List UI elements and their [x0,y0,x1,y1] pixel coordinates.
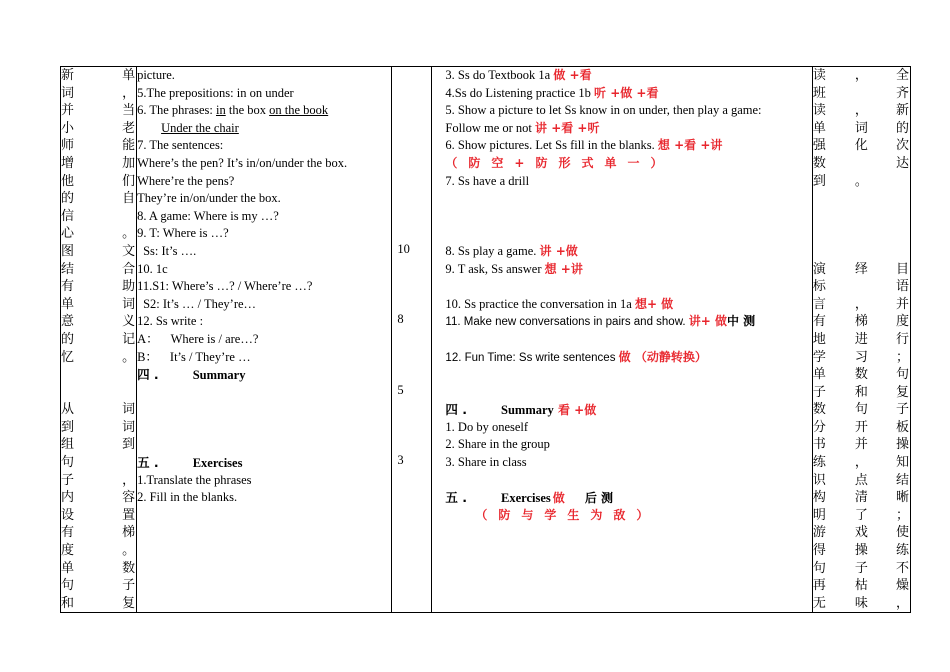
text-char: 子 [61,472,75,488]
text-char: 语 [895,279,909,295]
text-char [854,208,868,226]
text-char: 并 [895,296,909,312]
text-line [813,137,910,155]
summary-heading: 四 . Summary 看 +做 [445,402,597,418]
text-line [61,349,136,367]
text-line [61,313,136,331]
text-char: 并 [854,437,868,453]
activity-line: 12. Fun Time: Ss write sentences 做 （动静转换） [445,349,707,364]
text-char: 的 [61,331,75,347]
design-intent-column [61,67,137,613]
text-char: 读 [812,103,826,119]
text-char: 明 [812,507,826,523]
text-char: 练 [812,455,826,471]
text-char: 词 [854,120,868,136]
text-line [61,419,136,437]
text-char: 不 [895,560,909,576]
text-line [813,67,910,85]
activity-line: 2. Share in the group [445,437,550,452]
text-char: 忆 [61,349,75,365]
text-char: 使 [895,525,909,541]
text-char: 度 [895,314,909,330]
exercises-heading: 五 . Exercises 做 后 测 [445,490,613,506]
text-char: ， [854,103,868,119]
text-char: 进 [854,331,868,347]
text-char: 和 [61,595,75,611]
time-value: 10 [397,242,410,256]
text-char: 子 [812,384,826,400]
activity-column [432,67,812,613]
text-char: ； [895,349,909,365]
text-char: 设 [61,507,75,523]
text-char: 板 [895,419,909,435]
activity-note: （防与学生为敌） [475,507,660,522]
text-char: 们 [122,173,136,189]
text-line [813,120,910,138]
text-line [61,542,136,560]
text-char [122,208,136,226]
text-char: 的 [895,120,909,136]
text-char: 数 [122,560,136,576]
text-char: 复 [895,384,909,400]
blackboard-content-column [137,67,392,613]
text-char: 无 [812,595,826,611]
text-char: 词 [61,85,75,101]
text-char: ， [854,68,868,83]
text-line [813,225,910,243]
text-char: 晰 [895,490,909,506]
text-char: 清 [854,490,868,506]
text-line [813,401,910,419]
text-line [813,85,910,103]
text-line [813,155,910,173]
text-char: 单 [61,560,75,576]
text-char [813,190,827,208]
text-line [813,243,910,261]
text-char: 有 [812,314,826,330]
text-char: 的 [61,191,75,207]
text-char: 言 [812,296,826,312]
text-char: 到 [61,419,75,435]
text-char: 句 [61,455,75,471]
text-char: 助 [122,279,136,295]
text-line [61,278,136,296]
text-char: 习 [854,349,868,365]
text-char: 操 [854,543,868,559]
text-line [813,366,910,384]
text-char: 词 [122,402,136,418]
text-char [813,208,827,226]
text-char: 单 [812,120,826,136]
activity-line: 3. Share in class [445,455,527,470]
text-char [813,243,827,261]
text-line [61,595,136,613]
text-char [813,225,827,243]
activity-line: 11. Make new conversations in pairs and show. 讲+ 做中 测 [445,314,756,329]
text-char: 全 [895,68,909,83]
text-char [122,366,136,384]
text-char: 结 [61,261,75,277]
content-line: 6. The phrases: in the box on the book [137,103,329,118]
text-char [896,173,910,191]
design-notes-lines [813,67,910,612]
text-line [61,208,136,226]
text-char: 地 [812,331,826,347]
text-char: 到 [812,173,826,189]
text-char [896,190,910,208]
text-char [896,243,910,261]
text-char: 义 [122,314,136,330]
text-char: 次 [895,138,909,154]
content-line: Where’s the pen? It’s in/on/under the box. [137,155,348,170]
text-char: ， [854,296,868,312]
activity-line: 3. Ss do Textbook 1a 做 +看 [445,68,592,82]
text-char: 能 [122,138,136,154]
text-line [813,208,910,226]
content-line: Ss: It’s …. [143,243,197,258]
text-char [854,190,868,208]
text-line [61,261,136,279]
text-line [813,560,910,578]
text-line [61,507,136,525]
text-char: 句 [854,402,868,418]
activity-line: 6. Show pictures. Let Ss fill in the blanks. 想 +看 +讲 [445,138,723,153]
text-line [813,436,910,454]
text-line [61,524,136,542]
text-line [813,190,910,208]
text-line [61,401,136,419]
text-char [854,243,868,261]
text-char: 书 [812,437,826,453]
content-line: 12. Ss write : [137,314,204,329]
text-char: 味 [854,595,868,611]
text-line [813,595,910,613]
text-line [813,419,910,437]
text-char: 置 [122,507,136,523]
text-char [854,278,868,296]
design-notes-column [812,67,910,613]
exercises-heading: 五 . Exercises [137,455,243,471]
text-char: 梯 [122,525,136,541]
text-line [813,349,910,367]
text-char [122,454,136,472]
text-line [61,366,136,384]
text-char: 。 [122,543,136,559]
text-char: 有 [61,525,75,541]
content-line: 11.S1: Where’s …? / Where’re …? [137,279,313,294]
text-char: 学 [812,349,826,365]
text-line [61,577,136,595]
text-char: 枯 [854,578,868,594]
content-line: B： It’s / They’re … [137,349,251,364]
text-line [813,472,910,490]
text-char: 绎 [854,261,868,277]
text-line [61,190,136,208]
design-intent-lines [61,67,136,612]
time-column [392,67,432,613]
text-char: 度 [61,543,75,559]
text-char: 化 [854,138,868,154]
text-char: 他 [61,173,75,189]
text-char: 并 [61,103,75,119]
text-char: 数 [812,155,826,171]
text-char: 目 [895,261,909,277]
content-line: A： Where is / are…? [137,331,259,346]
text-char: 标 [812,279,826,295]
text-char [61,366,75,384]
text-char: 记 [122,331,136,347]
content-line: 5.The prepositions: in on under [137,85,294,100]
text-line [61,137,136,155]
text-line [813,454,910,472]
text-line [813,173,910,191]
text-line [813,278,910,296]
text-line [61,384,136,402]
text-char: 演 [812,261,826,277]
text-char: 读 [812,68,826,83]
text-line [61,489,136,507]
text-char: 自 [122,191,136,207]
text-line [813,542,910,560]
text-char: 燥 [895,578,909,594]
text-line [813,489,910,507]
text-line [813,331,910,349]
text-char: ， [122,472,136,488]
text-char: 构 [812,490,826,506]
content-line: 8. A game: Where is my …? [137,208,279,223]
text-char: 当 [122,103,136,119]
text-char: 单 [812,367,826,383]
text-line [61,436,136,454]
text-char: 合 [122,261,136,277]
text-char: ； [895,507,909,523]
time-value: 5 [397,383,404,397]
text-char [896,225,910,243]
content-line: 1.Translate the phrases [137,472,252,487]
activity-line: 9. T ask, Ss answer 想 +讲 [445,261,583,276]
text-line [61,331,136,349]
text-char: 游 [812,525,826,541]
text-line [813,524,910,542]
text-char: 增 [61,155,75,171]
text-line [813,261,910,279]
text-line [61,225,136,243]
text-line [61,173,136,191]
text-line [61,243,136,261]
content-line: Where’re the pens? [137,173,235,188]
activity-line: 1. Do by oneself [445,419,529,434]
text-char: ， [895,595,909,611]
text-char: 师 [61,138,75,154]
text-char: 子 [854,560,868,576]
content-line: Under the chair [161,120,239,135]
text-char: 结 [895,472,909,488]
text-char: 子 [122,578,136,594]
text-char: 分 [812,419,826,435]
text-char: 词 [122,419,136,435]
text-char: 单 [122,68,136,83]
text-line [813,577,910,595]
text-line [61,560,136,578]
text-line [61,67,136,85]
text-char: 强 [812,138,826,154]
activity-line: Follow me or not 讲 +看 +听 [445,120,600,135]
text-line [813,384,910,402]
activity-line: 5. Show a picture to let Ss know in on under, then play a game: [445,103,762,118]
text-line [61,454,136,472]
text-char: 图 [61,243,75,259]
activity-line: 10. Ss practice the conversation in 1a 想+ 做 [445,296,674,311]
text-char: 内 [61,490,75,506]
text-char: 句 [61,578,75,594]
text-char: 老 [122,120,136,136]
text-line [61,102,136,120]
text-char [854,85,868,103]
text-char: 得 [812,543,826,559]
text-line [813,507,910,525]
text-char: 。 [122,349,136,365]
activity-line: 4.Ss do Listening practice 1b 听 +做 +看 [445,85,659,100]
text-char: 开 [854,419,868,435]
text-char: 戏 [854,525,868,541]
text-line [61,472,136,490]
text-char: 句 [895,367,909,383]
text-char [854,155,868,173]
text-char: 复 [122,595,136,611]
text-char: 知 [895,455,909,471]
content-line [137,261,391,279]
text-char: 心 [61,226,75,242]
content-line: 9. T: Where is …? [137,226,229,241]
text-char: 达 [895,155,909,171]
text-char: 数 [812,402,826,418]
content-line: They’re in/on/under the box. [137,191,281,206]
time-value: 8 [397,312,404,326]
content-line: S2: It’s … / They’re… [143,296,257,311]
summary-heading: 四 . Summary [137,367,246,383]
text-line [61,120,136,138]
text-char [854,225,868,243]
text-char: ， [122,85,136,101]
text-char: 从 [61,402,75,418]
text-char: 新 [895,103,909,119]
text-char: 意 [61,314,75,330]
text-line [813,102,910,120]
text-char: 组 [61,437,75,453]
activity-note: （防空+防形式单一） [445,155,674,170]
lesson-plan-table [60,66,911,613]
content-line: 2. Fill in the blanks. [137,490,238,505]
text-char: 单 [61,296,75,312]
text-line [61,296,136,314]
text-char: 点 [854,472,868,488]
text-char: 练 [895,543,909,559]
text-char [61,384,75,402]
text-char: 了 [854,507,868,523]
text-char [122,384,136,402]
text-char: 数 [854,367,868,383]
text-char: 行 [895,331,909,347]
text-char: 新 [61,68,75,83]
text-char: 文 [122,243,136,259]
text-char: 容 [122,490,136,506]
time-value: 3 [397,453,404,467]
text-char: 句 [812,560,826,576]
content-line: 7. The sentences: [137,138,224,153]
text-char: 齐 [895,85,909,101]
text-char: 词 [122,296,136,312]
text-char: 梯 [854,314,868,330]
activity-line: 8. Ss play a game. 讲 +做 [445,243,578,258]
text-char [896,208,910,226]
text-char: 有 [61,279,75,295]
text-line [813,313,910,331]
activity-line: 7. Ss have a drill [445,173,530,188]
text-char: 识 [812,472,826,488]
text-char: 信 [61,208,75,224]
text-char: 操 [895,437,909,453]
content-line: picture. [137,68,175,82]
text-char: 子 [895,402,909,418]
text-char: ， [854,455,868,471]
content-line-text: 10. 1c [137,261,168,276]
text-line [61,155,136,173]
text-char: 小 [61,120,75,136]
text-char: 到 [122,437,136,453]
text-line [61,85,136,103]
text-line [813,296,910,314]
text-char: 。 [122,226,136,242]
text-char: 。 [854,173,868,189]
text-char: 再 [812,578,826,594]
text-char: 加 [122,155,136,171]
text-char: 和 [854,384,868,400]
text-char: 班 [812,85,826,101]
